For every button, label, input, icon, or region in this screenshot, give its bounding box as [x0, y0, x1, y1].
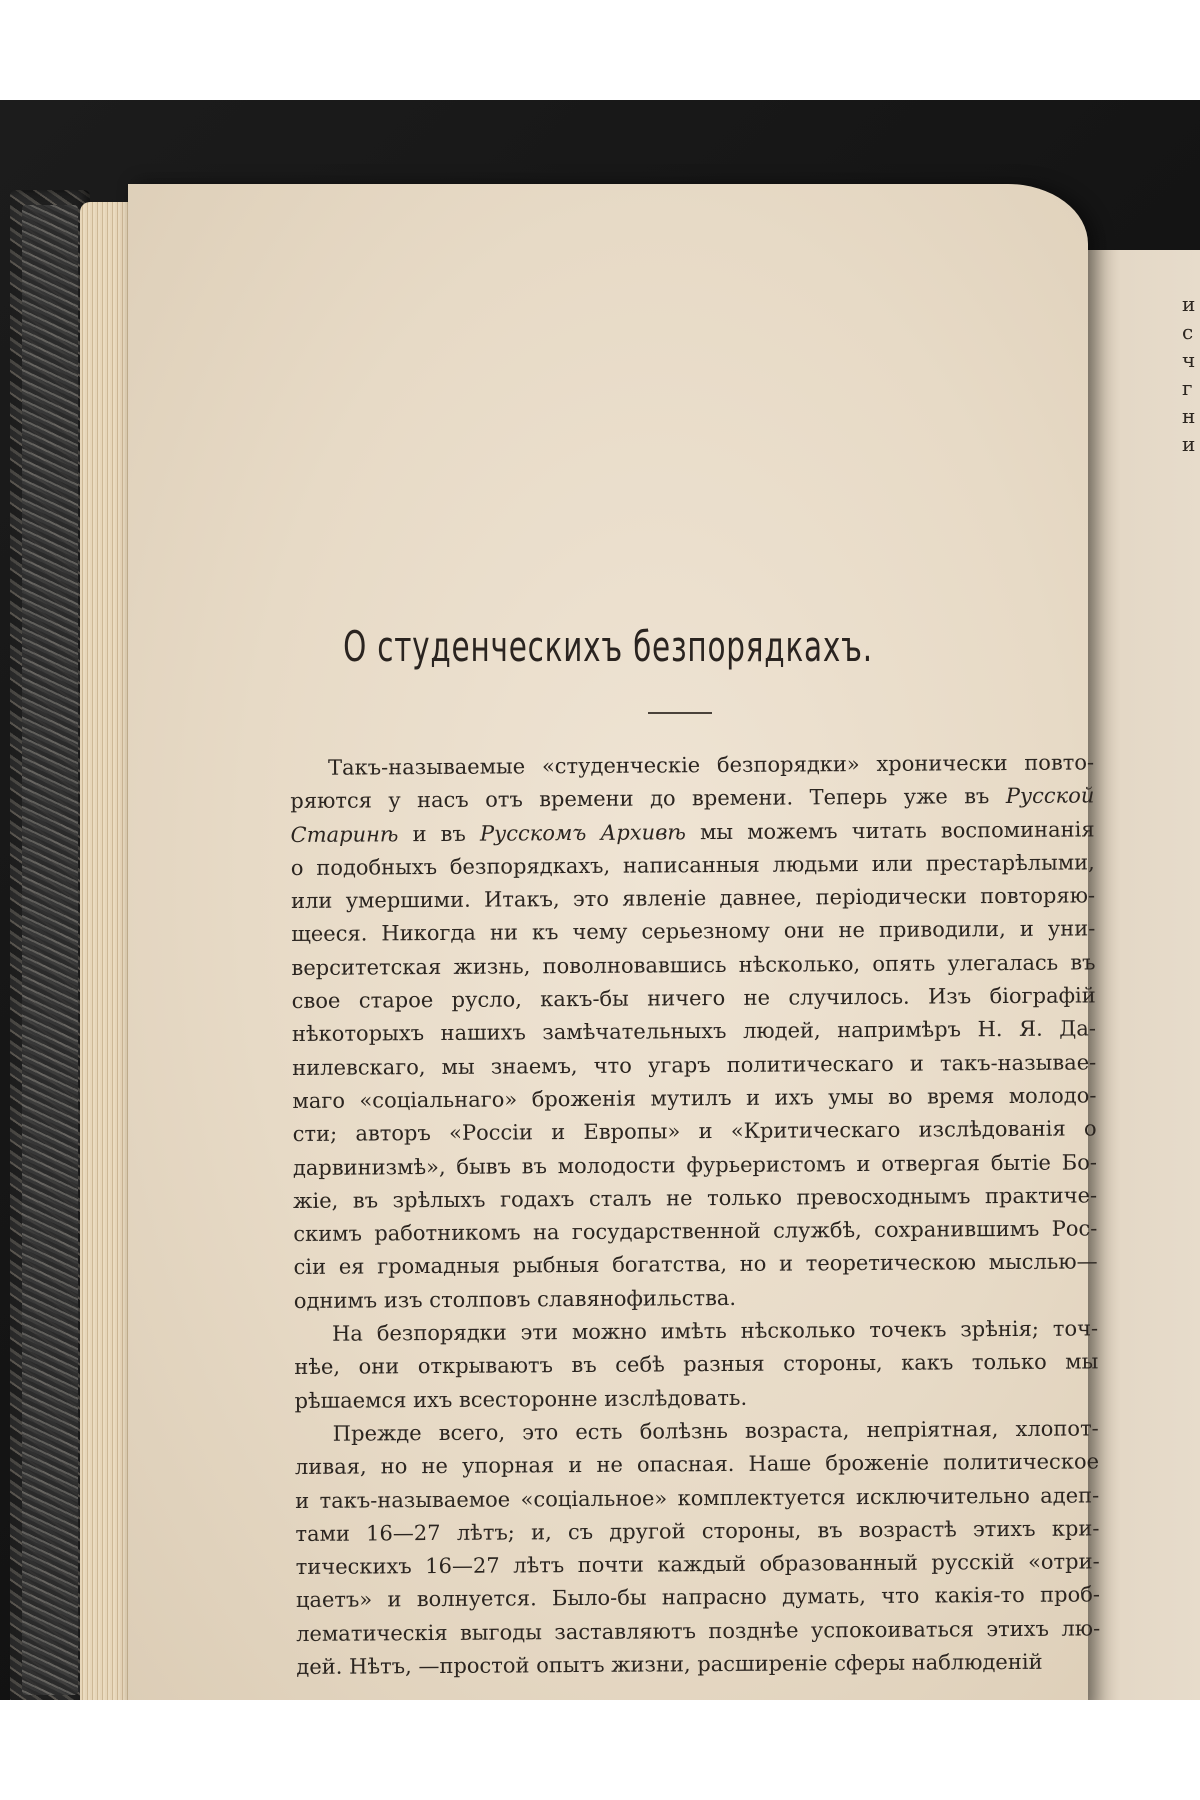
text-line — [294, 1346, 1098, 1385]
text-line — [293, 1246, 1097, 1285]
book-spine-cloth — [22, 205, 78, 1695]
text-line — [292, 1013, 1096, 1052]
text-run: Прежде всего, это есть болѣзнь возраста, непріятная, хлопот- — [332, 1416, 1099, 1446]
text-run: верситетская жизнь, поволновавшись нѣсколько, опять улегалась въ — [291, 950, 1096, 980]
text-line — [295, 1479, 1099, 1518]
text-run: скимъ работникомъ на государственной службѣ, сохранившимъ Рос- — [293, 1216, 1098, 1247]
text-line — [291, 846, 1095, 885]
text-line — [296, 1645, 1100, 1684]
text-run: щееся. Никогда ни къ чему серьезному они не приводили, и уни- — [291, 916, 1096, 947]
text-line — [291, 913, 1095, 952]
facing-page-letter: ч — [1182, 348, 1196, 372]
text-line — [291, 880, 1095, 919]
text-line — [295, 1512, 1099, 1551]
text-line — [290, 746, 1094, 785]
title-rule — [648, 712, 712, 714]
text-line — [292, 979, 1096, 1018]
text-line — [290, 813, 1094, 852]
text-run: жіе, въ зрѣлыхъ годахъ сталъ не только превосходнымъ практиче- — [293, 1183, 1098, 1213]
facing-page-letter: н — [1182, 404, 1196, 428]
paragraph — [290, 746, 1098, 1318]
text-run: ряются у насъ отъ времени до времени. Теперь уже въ — [290, 784, 1006, 814]
paragraph — [294, 1312, 1099, 1418]
text-run: и такъ-называемое «соціальное» комплектуется исключительно адеп- — [295, 1482, 1100, 1513]
text-run: и въ — [398, 821, 480, 846]
text-run: или умершими. Итакъ, это явленіе давнее, періодически повторяю- — [290, 883, 1096, 914]
text-run: о подобныхъ безпорядкахъ, написанныя людьми или престарѣлыми, — [290, 850, 1095, 880]
text-run: тами 16—27 лѣтъ; и, съ другой стороны, въ возрастѣ этихъ кри- — [295, 1516, 1100, 1546]
text-line — [290, 780, 1094, 819]
text-line — [293, 1146, 1097, 1185]
text-line — [296, 1579, 1100, 1618]
text-run: сіи ея громадныя рыбныя богатства, но и теоретическою мыслью— — [293, 1249, 1098, 1280]
text-run: нѣкоторыхъ нашихъ замѣчательныхъ людей, напримѣръ Н. Я. Да- — [291, 1016, 1097, 1047]
facing-page-letter: и — [1182, 292, 1196, 316]
text-line — [295, 1412, 1099, 1451]
italic-title: Русской — [1005, 783, 1095, 809]
text-line — [295, 1446, 1099, 1485]
page-title: О студенческихъ безпорядкахъ. — [343, 622, 873, 671]
text-run: рѣшаемся ихъ всесторонне изслѣдовать. — [294, 1385, 748, 1413]
text-run: нилевскаго, мы знаемъ, что угаръ политическаго и такъ-называе- — [292, 1050, 1097, 1080]
facing-page — [1086, 250, 1200, 1700]
paragraph — [295, 1412, 1101, 1684]
text-line — [293, 1213, 1097, 1252]
text-line — [291, 946, 1095, 985]
article-body — [290, 746, 1100, 1684]
facing-page-letter: г — [1182, 376, 1193, 400]
text-run: дарвинизмѣ», бывъ въ молодости фурьеристомъ и отвергая бытіе Бо- — [292, 1149, 1097, 1180]
italic-title: Русскомъ Архивѣ — [479, 819, 686, 846]
text-run: тическихъ 16—27 лѣтъ почти каждый образованный русскій «отри- — [295, 1549, 1100, 1580]
facing-page-letter: и — [1182, 432, 1196, 456]
facing-page-letters — [1182, 290, 1200, 458]
text-line — [293, 1179, 1097, 1218]
text-run: На безпорядки эти можно имѣть нѣсколько точекъ зрѣнія; точ- — [331, 1316, 1099, 1346]
text-line — [292, 1046, 1096, 1085]
facing-page-letter: с — [1182, 320, 1194, 344]
text-line — [296, 1545, 1100, 1584]
text-line — [292, 1079, 1096, 1118]
text-run: нѣе, они открываютъ въ себѣ разныя стороны, какъ только мы — [294, 1349, 1099, 1380]
text-run: дей. Нѣтъ, —простой опытъ жизни, расширеніе сферы наблюденій — [296, 1649, 1043, 1679]
text-run: ливая, но не упорная и не опасная. Наше броженіе политическое — [294, 1449, 1100, 1480]
text-run: мы можемъ читать воспоминанія — [685, 816, 1095, 844]
text-run: однимъ изъ столповъ славянофильства. — [293, 1285, 737, 1313]
text-run: маго «соціальнаго» броженія мутилъ и ихъ умы во время молодо- — [292, 1083, 1097, 1113]
text-line — [294, 1379, 1098, 1418]
text-line — [294, 1279, 1098, 1318]
text-line — [296, 1612, 1100, 1651]
text-run: Такъ-называемые «студенческіе безпорядки» хронически повто- — [328, 750, 1095, 780]
text-run: свое старое русло, какъ-бы ничего не случилось. Изъ біографій — [291, 983, 1096, 1014]
italic-title: Старинѣ — [290, 821, 399, 847]
text-line — [294, 1312, 1098, 1351]
text-run: сти; авторъ «Россіи и Европы» и «Критическаго изслѣдованія о — [292, 1116, 1097, 1147]
text-run: цаетъ» и волнуется. Было-бы напрасно думать, что какія-то проб- — [295, 1582, 1100, 1613]
text-run: лематическія выгоды заставляютъ позднѣе успокоиваться этихъ лю- — [296, 1616, 1101, 1646]
text-line — [293, 1113, 1097, 1152]
